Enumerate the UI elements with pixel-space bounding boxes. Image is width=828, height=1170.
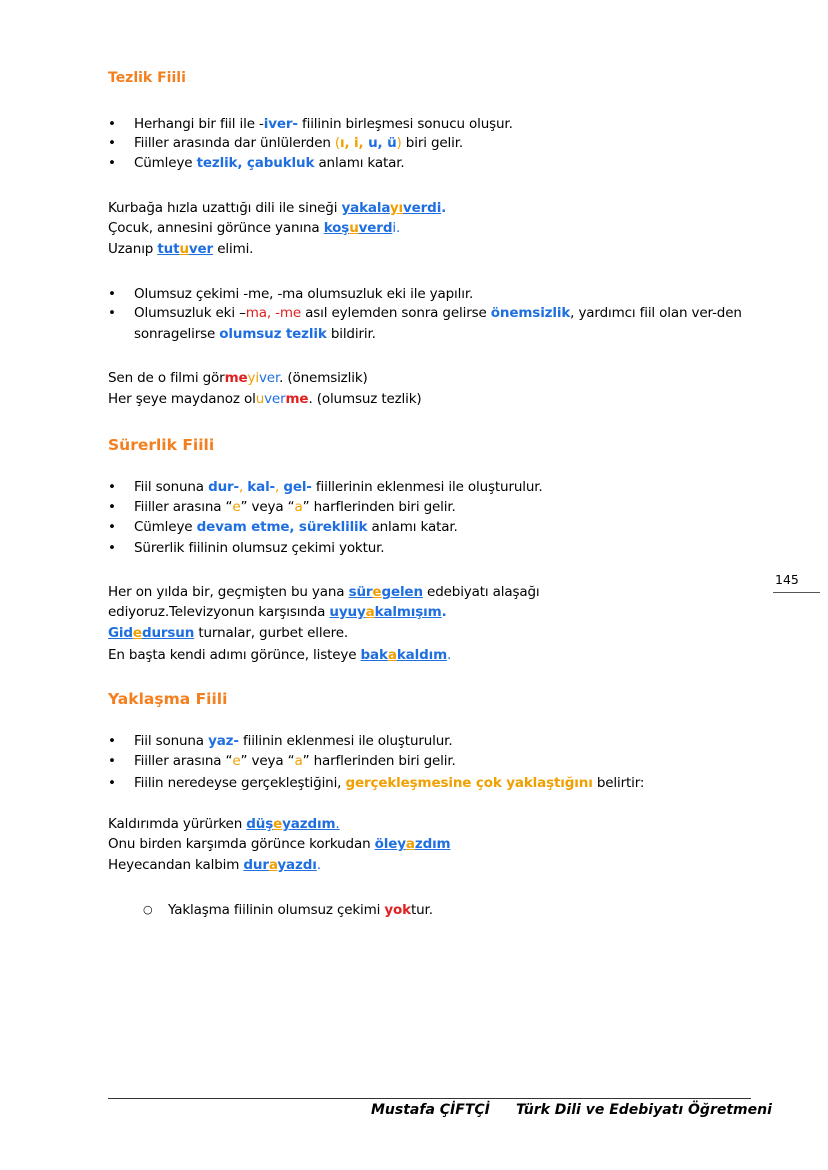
list-item: Fiil sonuna yaz- fiilinin eklenmesi ile oluşturulur. [134,733,453,749]
bullet: • [108,540,116,556]
example-sentence: Sen de o filmi görmeyiver. (önemsizlik) [108,370,368,386]
sub-list-item: Yaklaşma fiilinin olumsuz çekimi yoktur. [168,902,433,918]
list-item: Fiiller arasına “e” veya “a” harflerinden biri gelir. [134,753,456,769]
example-sentence: Kaldırımda yürürken düşeyazdım. [108,816,340,832]
footer-title: Türk Dili ve Edebiyatı Öğretmeni [516,1102,772,1118]
list-item: Fiilin neredeyse gerçekleştiğini, gerçekleşmesine çok yaklaştığını belirtir: [134,775,645,791]
example-sentence: Heyecandan kalbim durayazdı. [108,857,321,873]
page-number-rule [773,592,820,593]
section-heading-yaklasma: Yaklaşma Fiili [108,690,228,708]
example-sentence: Gidedursun turnalar, gurbet ellere. [108,625,349,641]
list-item: Fiiller arasına “e” veya “a” harflerinden biri gelir. [134,499,456,515]
bullet: • [108,479,116,495]
circle-bullet-icon: ○ [143,903,153,916]
list-item: Herhangi bir fiil ile -iver- fiilinin birleşmesi sonucu oluşur. [134,116,513,132]
list-item: Cümleye devam etme, süreklilik anlamı katar. [134,519,458,535]
example-sentence: Uzanıp tutuver elimi. [108,241,254,257]
bullet: • [108,753,116,769]
example-sentence: ediyoruz.Televizyonun karşısında uyuyakalmışım. [108,604,447,620]
example-sentence: Çocuk, annesini görünce yanına koşuverdi. [108,220,401,236]
example-sentence: Kurbağa hızla uzattığı dili ile sineği yakalayıverdi. [108,200,447,216]
bullet: • [108,135,116,151]
bullet: • [108,305,116,321]
example-sentence: Her on yılda bir, geçmişten bu yana süregelen edebiyatı alaşağı [108,584,540,600]
footer-author: Mustafa ÇİFTÇİ [371,1102,490,1118]
bullet: • [108,286,116,302]
section-heading-surerlik: Sürerlik Fiili [108,436,215,454]
section-heading-tezlik: Tezlik Fiili [108,70,186,86]
footer-rule [108,1098,751,1099]
example-sentence: En başta kendi adımı görünce, listeye bakakaldım. [108,647,452,663]
example-sentence: Her şeye maydanoz oluverme. (olumsuz tezlik) [108,391,422,407]
list-item: Olumsuz çekimi -me, -ma olumsuzluk eki ile yapılır. [134,286,474,302]
list-item: Olumsuzluk eki –ma, -me asıl eylemden sonra gelirse önemsizlik, yardımcı fiil olan ver-den [134,305,742,321]
bullet: • [108,775,116,791]
list-item: Cümleye tezlik, çabukluk anlamı katar. [134,155,405,171]
bullet: • [108,519,116,535]
list-item: Sürerlik fiilinin olumsuz çekimi yoktur. [134,540,385,556]
bullet: • [108,155,116,171]
bullet: • [108,499,116,515]
list-item: Fiil sonuna dur-, kal-, gel- fiillerinin eklenmesi ile oluşturulur. [134,479,543,495]
list-item-continuation: sonragelirse olumsuz tezlik bildirir. [134,326,376,342]
list-item: Fiiller arasında dar ünlülerden (ı, i, u, ü) biri gelir. [134,135,464,151]
bullet: • [108,733,116,749]
bullet: • [108,116,116,132]
page-number: 145 [775,572,799,587]
example-sentence: Onu birden karşımda görünce korkudan öleyazdım [108,836,451,852]
